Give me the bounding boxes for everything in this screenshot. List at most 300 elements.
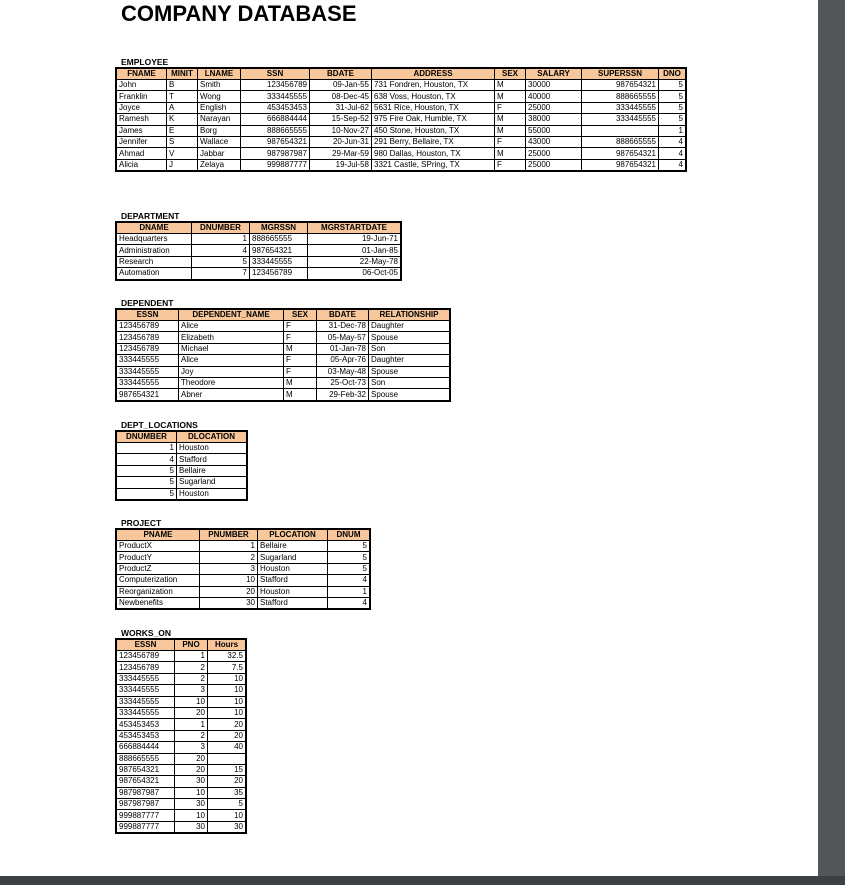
table-row	[116, 799, 246, 810]
table-row	[116, 696, 246, 707]
table-cell: 5	[328, 541, 371, 552]
table-cell: S	[167, 136, 198, 147]
column-header: BDATE	[317, 309, 369, 321]
table-cell: James	[116, 125, 167, 136]
table-row	[116, 355, 450, 366]
table-row	[116, 159, 686, 171]
works-on-section	[115, 628, 247, 834]
table-cell: 20	[175, 753, 208, 764]
table-cell: 05-May-57	[317, 332, 369, 343]
table-cell: 5	[328, 563, 371, 574]
table-cell: 20	[208, 719, 247, 730]
table-cell: 55000	[526, 125, 582, 136]
table-cell: 123456789	[116, 651, 175, 662]
table-cell	[208, 753, 247, 764]
table-cell: 987654321	[116, 764, 175, 775]
table-cell: 333445555	[116, 696, 175, 707]
table-cell: 4	[659, 136, 687, 147]
table-cell: 29-Mar-59	[310, 148, 372, 159]
table-cell: ProductY	[116, 552, 200, 563]
table-row	[116, 730, 246, 741]
table-cell: 5	[192, 256, 250, 267]
table-row	[116, 377, 450, 388]
table-cell: 333445555	[582, 114, 659, 125]
table-cell: 10-Nov-27	[310, 125, 372, 136]
table-cell: 1	[116, 443, 177, 454]
table-cell: 123456789	[116, 321, 179, 332]
column-header: SSN	[241, 68, 310, 80]
table-row	[116, 673, 246, 684]
table-cell: 29-Feb-32	[317, 389, 369, 401]
table-cell: 888665555	[250, 234, 308, 245]
table-cell: 333445555	[116, 355, 179, 366]
table-row	[116, 597, 370, 609]
column-header: Hours	[208, 639, 247, 651]
table-cell: Theodore	[179, 377, 284, 388]
table-row	[116, 685, 246, 696]
table-cell: Headquarters	[116, 234, 192, 245]
table-cell: M	[495, 114, 526, 125]
table-row	[116, 245, 401, 256]
table-cell: Stafford	[177, 454, 248, 465]
table-cell: 40000	[526, 91, 582, 102]
table-cell: F	[284, 321, 317, 332]
table-cell: Abner	[179, 389, 284, 401]
table-cell: 5	[659, 91, 687, 102]
table-cell: Houston	[258, 586, 328, 597]
column-header: ESSN	[116, 309, 179, 321]
dept-locations-section	[115, 420, 248, 501]
table-cell: Ramesh	[116, 114, 167, 125]
table-cell: 999887777	[116, 821, 175, 833]
table-row	[116, 102, 686, 113]
table-cell: 01-Jan-85	[308, 245, 402, 256]
table-cell: Spouse	[369, 389, 451, 401]
table-row	[116, 443, 247, 454]
table-cell: 4	[659, 159, 687, 171]
table-cell: 987654321	[582, 80, 659, 91]
table-cell: 987987987	[116, 799, 175, 810]
table-row	[116, 136, 686, 147]
table-cell: Daughter	[369, 355, 451, 366]
column-header: DNAME	[116, 222, 192, 234]
table-cell: M	[284, 377, 317, 388]
table-cell: 2	[175, 673, 208, 684]
table-cell: F	[284, 366, 317, 377]
table-cell: Jabbar	[198, 148, 241, 159]
table-cell: 987654321	[241, 136, 310, 147]
table-cell: V	[167, 148, 198, 159]
table-cell: M	[495, 125, 526, 136]
table-cell: 333445555	[116, 673, 175, 684]
table-row	[116, 787, 246, 798]
table-cell: 06-Oct-05	[308, 268, 402, 280]
table-cell: Jennifer	[116, 136, 167, 147]
table-cell: 31-Dec-78	[317, 321, 369, 332]
table-cell: 31-Jul-62	[310, 102, 372, 113]
table-cell: 4	[328, 597, 371, 609]
table-cell: 25000	[526, 102, 582, 113]
table-cell: ProductZ	[116, 563, 200, 574]
table-cell: Spouse	[369, 332, 451, 343]
column-header: LNAME	[198, 68, 241, 80]
table-cell: Administration	[116, 245, 192, 256]
table-cell: 987654321	[116, 776, 175, 787]
table-cell: Sugarland	[258, 552, 328, 563]
table-row	[116, 256, 401, 267]
employee-table	[115, 67, 687, 172]
table-cell: 1	[175, 719, 208, 730]
table-cell: 123456789	[116, 332, 179, 343]
table-cell: 333445555	[250, 256, 308, 267]
department-section	[115, 211, 402, 281]
table-row	[116, 321, 450, 332]
table-row	[116, 80, 686, 91]
column-header: SEX	[284, 309, 317, 321]
table-cell: 20	[208, 776, 247, 787]
table-row	[116, 764, 246, 775]
table-cell: 30	[175, 821, 208, 833]
table-cell: 3321 Castle, SPring, TX	[372, 159, 495, 171]
table-row	[116, 465, 247, 476]
table-cell: 450 Stone, Houston, TX	[372, 125, 495, 136]
table-row	[116, 552, 370, 563]
table-row	[116, 810, 246, 821]
table-cell: 35	[208, 787, 247, 798]
dependent-section	[115, 298, 451, 402]
table-row	[116, 821, 246, 833]
table-cell: 10	[175, 787, 208, 798]
header-row	[116, 309, 450, 321]
table-cell: 123456789	[116, 343, 179, 354]
table-cell: 32.5	[208, 651, 247, 662]
table-row	[116, 707, 246, 718]
works-on-caption: WORKS_ON	[121, 628, 172, 638]
table-cell: 30	[208, 821, 247, 833]
table-cell: 10	[200, 575, 258, 586]
table-cell: 30	[175, 799, 208, 810]
table-cell: Wong	[198, 91, 241, 102]
table-cell: 10	[208, 707, 247, 718]
table-cell: M	[495, 148, 526, 159]
table-row	[116, 114, 686, 125]
column-header: MGRSTARTDATE	[308, 222, 402, 234]
table-cell: M	[284, 389, 317, 401]
table-cell: 05-Apr-76	[317, 355, 369, 366]
column-header: PNAME	[116, 529, 200, 541]
table-cell: M	[495, 91, 526, 102]
project-table	[115, 528, 371, 610]
department-caption: DEPARTMENT	[121, 211, 180, 221]
table-row	[116, 776, 246, 787]
column-header: PLOCATION	[258, 529, 328, 541]
table-cell: F	[284, 355, 317, 366]
table-cell: 7	[192, 268, 250, 280]
table-cell: 4	[192, 245, 250, 256]
table-cell: 30	[175, 776, 208, 787]
column-header: FNAME	[116, 68, 167, 80]
table-cell: A	[167, 102, 198, 113]
table-cell: Narayan	[198, 114, 241, 125]
table-cell: 1	[659, 125, 687, 136]
table-row	[116, 586, 370, 597]
table-cell: 5	[328, 552, 371, 563]
table-cell: 123456789	[116, 662, 175, 673]
department-table	[115, 221, 402, 281]
table-cell: 999887777	[116, 810, 175, 821]
table-cell: B	[167, 80, 198, 91]
table-cell: 666884444	[116, 742, 175, 753]
table-row	[116, 651, 246, 662]
table-cell: ProductX	[116, 541, 200, 552]
table-row	[116, 575, 370, 586]
table-cell: Smith	[198, 80, 241, 91]
table-cell: 15	[208, 764, 247, 775]
table-cell: 123456789	[250, 268, 308, 280]
table-cell: Borg	[198, 125, 241, 136]
table-cell: 333445555	[116, 366, 179, 377]
table-cell: Wallace	[198, 136, 241, 147]
table-cell: 19-Jul-58	[310, 159, 372, 171]
table-cell: John	[116, 80, 167, 91]
table-cell: 4	[116, 454, 177, 465]
table-cell: Houston	[177, 443, 248, 454]
table-cell: 10	[175, 696, 208, 707]
viewer-bottom-bar	[0, 876, 845, 885]
header-row	[116, 431, 247, 443]
table-cell: E	[167, 125, 198, 136]
table-cell: 987987987	[116, 787, 175, 798]
table-cell: Ahmad	[116, 148, 167, 159]
table-cell: 453453453	[116, 719, 175, 730]
table-cell: 888665555	[582, 136, 659, 147]
table-cell: 333445555	[116, 707, 175, 718]
table-cell: 3	[200, 563, 258, 574]
table-row	[116, 332, 450, 343]
table-row	[116, 662, 246, 673]
header-row	[116, 222, 401, 234]
table-cell: 10	[175, 810, 208, 821]
table-cell: Houston	[177, 488, 248, 500]
table-cell: Sugarland	[177, 477, 248, 488]
table-cell: 2	[175, 662, 208, 673]
table-cell: 453453453	[241, 102, 310, 113]
table-cell: English	[198, 102, 241, 113]
table-cell: Computerization	[116, 575, 200, 586]
table-cell: F	[495, 102, 526, 113]
table-row	[116, 742, 246, 753]
dependent-caption: DEPENDENT	[121, 298, 174, 308]
table-cell: Alice	[179, 355, 284, 366]
table-cell: 25000	[526, 159, 582, 171]
table-cell: M	[495, 80, 526, 91]
table-cell: 7.5	[208, 662, 247, 673]
table-cell: 638 Voss, Houston, TX	[372, 91, 495, 102]
table-cell: 333445555	[582, 102, 659, 113]
table-cell: F	[495, 136, 526, 147]
table-cell: K	[167, 114, 198, 125]
table-cell: Franklin	[116, 91, 167, 102]
table-cell: 987987987	[241, 148, 310, 159]
column-header: PNO	[175, 639, 208, 651]
table-cell: 25000	[526, 148, 582, 159]
table-row	[116, 343, 450, 354]
column-header: DLOCATION	[177, 431, 248, 443]
column-header: DNUM	[328, 529, 371, 541]
header-row	[116, 68, 686, 80]
column-header: PNUMBER	[200, 529, 258, 541]
table-cell: 10	[208, 673, 247, 684]
column-header: DNUMBER	[116, 431, 177, 443]
table-cell: 30	[200, 597, 258, 609]
header-row	[116, 639, 246, 651]
table-cell: 999887777	[241, 159, 310, 171]
table-cell: 888665555	[116, 753, 175, 764]
table-cell: 4	[328, 575, 371, 586]
table-row	[116, 753, 246, 764]
table-row	[116, 125, 686, 136]
table-cell: 30000	[526, 80, 582, 91]
table-cell: 5	[659, 114, 687, 125]
table-cell: 1	[175, 651, 208, 662]
table-cell: Son	[369, 343, 451, 354]
table-cell: 10	[208, 810, 247, 821]
table-cell: 987654321	[250, 245, 308, 256]
table-cell: 291 Berry, Bellaire, TX	[372, 136, 495, 147]
table-cell: F	[284, 332, 317, 343]
project-caption: PROJECT	[121, 518, 162, 528]
table-cell: 5	[659, 80, 687, 91]
table-row	[116, 488, 247, 500]
table-cell: Daughter	[369, 321, 451, 332]
table-cell: 888665555	[582, 91, 659, 102]
table-cell: 5	[208, 799, 247, 810]
column-header: DEPENDENT_NAME	[179, 309, 284, 321]
column-header: MINIT	[167, 68, 198, 80]
table-cell: 2	[175, 730, 208, 741]
table-cell: 09-Jan-55	[310, 80, 372, 91]
column-header: SUPERSSN	[582, 68, 659, 80]
column-header: BDATE	[310, 68, 372, 80]
table-cell: M	[284, 343, 317, 354]
table-cell: 03-May-48	[317, 366, 369, 377]
table-cell: 4	[659, 148, 687, 159]
table-cell: 40	[208, 742, 247, 753]
table-cell: Research	[116, 256, 192, 267]
table-row	[116, 148, 686, 159]
table-row	[116, 366, 450, 377]
table-row	[116, 563, 370, 574]
table-cell: Stafford	[258, 575, 328, 586]
column-header: ESSN	[116, 639, 175, 651]
table-cell: Stafford	[258, 597, 328, 609]
employee-section	[115, 57, 687, 172]
table-cell: 22-May-78	[308, 256, 402, 267]
column-header: MGRSSN	[250, 222, 308, 234]
table-cell: Zelaya	[198, 159, 241, 171]
table-row	[116, 477, 247, 488]
column-header: SALARY	[526, 68, 582, 80]
table-cell: 666884444	[241, 114, 310, 125]
table-cell: Bellaire	[177, 465, 248, 476]
table-cell: F	[495, 159, 526, 171]
dependent-table	[115, 308, 451, 402]
viewer-side-panel	[818, 0, 845, 885]
table-row	[116, 541, 370, 552]
table-cell: 5	[116, 465, 177, 476]
table-cell: 5631 Rice, Houston, TX	[372, 102, 495, 113]
table-cell: Michael	[179, 343, 284, 354]
column-header: DNO	[659, 68, 687, 80]
table-cell: 3	[175, 685, 208, 696]
column-header: SEX	[495, 68, 526, 80]
table-cell: 38000	[526, 114, 582, 125]
table-row	[116, 719, 246, 730]
table-cell: 975 Fire Oak, Humble, TX	[372, 114, 495, 125]
table-cell: 333445555	[116, 377, 179, 388]
table-cell: Elizabeth	[179, 332, 284, 343]
table-cell: Spouse	[369, 366, 451, 377]
table-cell: 1	[192, 234, 250, 245]
column-header: DNUMBER	[192, 222, 250, 234]
table-cell: 333445555	[116, 685, 175, 696]
table-cell: 19-Jun-71	[308, 234, 402, 245]
table-cell: Joyce	[116, 102, 167, 113]
table-row	[116, 454, 247, 465]
table-cell: 333445555	[241, 91, 310, 102]
table-cell: 888665555	[241, 125, 310, 136]
table-cell: 5	[116, 488, 177, 500]
header-row	[116, 529, 370, 541]
table-cell: 1	[200, 541, 258, 552]
table-cell: Son	[369, 377, 451, 388]
table-cell: 1	[328, 586, 371, 597]
table-cell: 20	[208, 730, 247, 741]
column-header: RELATIONSHIP	[369, 309, 451, 321]
page-title: COMPANY DATABASE	[121, 1, 357, 26]
table-cell: 25-Oct-73	[317, 377, 369, 388]
table-cell: 987654321	[582, 159, 659, 171]
table-cell: 453453453	[116, 730, 175, 741]
table-cell: 20	[175, 707, 208, 718]
table-cell: Automation	[116, 268, 192, 280]
table-cell: Joy	[179, 366, 284, 377]
table-row	[116, 234, 401, 245]
table-cell: 980 Dallas, Houston, TX	[372, 148, 495, 159]
table-cell: 987654321	[116, 389, 179, 401]
table-cell: 987654321	[582, 148, 659, 159]
table-cell: 10	[208, 685, 247, 696]
dept-locations-table	[115, 430, 248, 501]
table-cell: J	[167, 159, 198, 171]
table-row	[116, 268, 401, 280]
dept-locations-caption: DEPT_LOCATIONS	[121, 420, 198, 430]
table-cell: 20	[175, 764, 208, 775]
table-row	[116, 91, 686, 102]
table-cell: Bellaire	[258, 541, 328, 552]
table-cell: 5	[116, 477, 177, 488]
table-cell: Reorganization	[116, 586, 200, 597]
table-cell: 3	[175, 742, 208, 753]
table-cell: 15-Sep-52	[310, 114, 372, 125]
table-cell	[582, 125, 659, 136]
table-cell: Houston	[258, 563, 328, 574]
table-cell: Alicia	[116, 159, 167, 171]
table-cell: 123456789	[241, 80, 310, 91]
table-cell: 2	[200, 552, 258, 563]
table-cell: 20-Jun-31	[310, 136, 372, 147]
table-row	[116, 389, 450, 401]
